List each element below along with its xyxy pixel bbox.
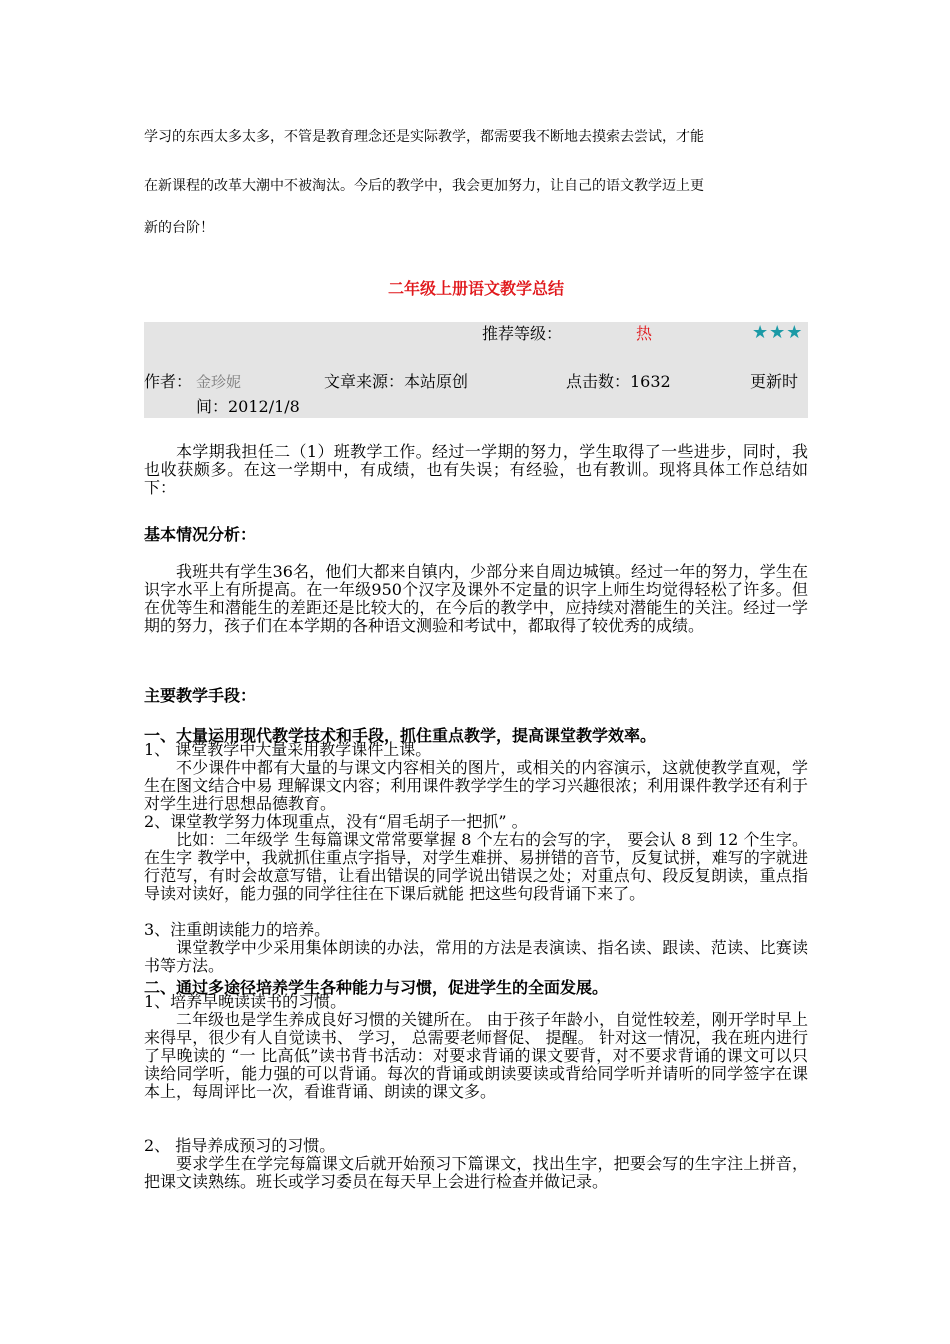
paragraph-example: 比如：二年级学 生每篇课文常常要掌握 8 个左右的会写的字， 要会认 8 到 12 个生字。 在生字 教学中，我就抓住重点字指导，对学生难拼、易拼错的音节，反复试拼，难写的字就进行范写，有时会故意写错，让看出错误的同学说出错误之处；对重点句、段反复朗读，重点指导读对读好，能力强的同学往往在下课后就能 把这些句段背诵下来了。: [144, 830, 808, 903]
list-item-1: 1、 课堂教学中大量采用教学课件上课。: [144, 740, 432, 759]
article-title: 二年级上册语文教学总结: [387, 279, 564, 298]
rating-value: 热: [636, 324, 653, 343]
heading-basic-analysis: 基本情况分析：: [144, 525, 257, 544]
article-source: 文章来源：本站原创: [324, 372, 469, 391]
paragraph-reading: 课堂教学中少采用集体朗读的办法，常用的方法是表演读、指名读、跟读、范读、比赛读书等方法。: [144, 938, 808, 975]
author-name: 金珍妮: [196, 373, 242, 391]
section-heading-2: 二、通过多途径培养学生各种能力与习惯，促进学生的全面发展。: [144, 978, 609, 997]
update-label: 更新时: [750, 372, 799, 391]
paragraph-basic-analysis: 我班共有学生36名，他们大都来自镇内，少部分来自周边城镇。经过一年的努力，学生在识字水平上有所提高。在一年级950个汉字及课外不定量的识字上师生均觉得轻松了许多。但在优等生和潜能生的差距还是比较大的，在今后的教学中，应持续对潜能生的关注。经过一学期的努力，孩子们在本学期的各种语文测验和考试中，都取得了较优秀的成绩。: [144, 562, 808, 635]
paragraph-summary: 本学期我担任二（1）班教学工作。经过一学期的努力，学生取得了一些进步，同时，我也收获颇多。在这一学期中，有成绩，也有失误；有经验，也有教训。现将具体工作总结如下：: [144, 442, 808, 497]
paragraph-courseware: 不少课件中都有大量的与课文内容相关的图片，或相关的内容演示，这就使教学直观，学生在图文结合中易 理解课文内容；利用课件教学学生的学习兴趣很浓；利用课件教学还有利于对学生进行思想品德教育。: [144, 758, 808, 813]
intro-line-2: 在新课程的改革大潮中不被淘汰。今后的教学中，我会更加努力，让自己的语文教学迈上更: [144, 178, 704, 194]
click-count: 点击数：1632: [566, 372, 671, 391]
update-date: 间：2012/1/8: [196, 397, 300, 416]
rating-stars: ★★★: [752, 322, 804, 343]
list-item-5: 2、 指导养成预习的习惯。: [144, 1136, 336, 1155]
list-item-2: 2、课堂教学努力体现重点，没有“眉毛胡子一把抓” 。: [144, 812, 528, 831]
list-item-4: 1、培养早晚读读书的习惯。: [144, 992, 347, 1011]
section-heading-1: 一、大量运用现代教学技术和手段，抓住重点教学，提高课堂教学效率。: [144, 726, 657, 745]
list-item-3: 3、注重朗读能力的培养。: [144, 920, 331, 939]
intro-line-3: 新的台阶！: [144, 220, 214, 236]
paragraph-preview: 要求学生在学完每篇课文后就开始预习下篇课文，找出生字，把要会写的生字注上拼音，把课文读熟练。班长或学习委员在每天早上会进行检查并做记录。: [144, 1154, 808, 1191]
paragraph-habits: 二年级也是学生养成良好习惯的关键所在。 由于孩子年龄小，自觉性较差，刚开学时早上来得早，很少有人自觉读书、 学习， 总需要老师督促、 提醒。 针对这一情况，我在班内进行了早晚读的 “一 比高低”读书背书活动：对要求背诵的课文要背，对不要求背诵的课文可以只读给同学听，能力强的可以背诵。每次的背诵或朗读要读或背给同学听并请听的同学签字在课本上，每周评比一次，看谁背诵、朗读的课文多。: [144, 1010, 808, 1101]
intro-line-1: 学习的东西太多太多，不管是教育理念还是实际教学，都需要我不断地去摸索去尝试，才能: [144, 129, 704, 145]
author-label: 作者：: [144, 372, 193, 391]
heading-main-methods: 主要教学手段：: [144, 686, 257, 705]
rating-label: 推荐等级：: [482, 324, 563, 343]
